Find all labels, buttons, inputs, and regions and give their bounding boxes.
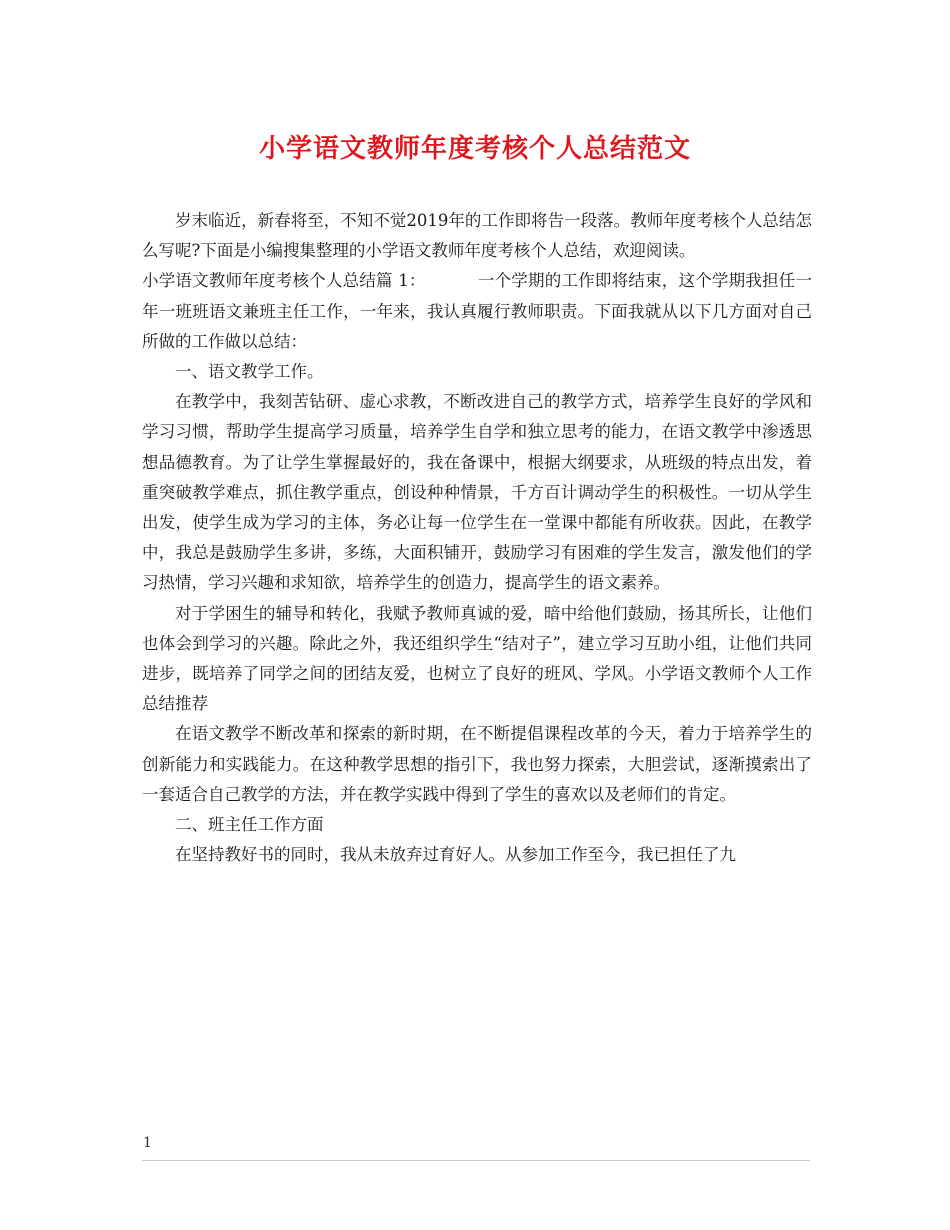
document-title: 小学语文教师年度考核个人总结范文: [258, 134, 691, 164]
intro-paragraph: 岁末临近，新春将至，不知不觉2019年的工作即将告一段落。教师年度考核个人总结怎么写呢?下面是小编搜集整理的小学语文教师年度考核个人总结，欢迎阅读。: [142, 211, 812, 261]
document-body: [142, 206, 812, 870]
body-paragraph-2: 对于学困生的辅导和转化，我赋予教师真诚的爱，暗中给他们鼓励，扬其所长，让他们也体会到学习的兴趣。除此之外，我还组织学生“结对子”，建立学习互助小组，让他们共同进步，既培养了同学之间的团结友爱，也树立了良好的班风、学风。小学语文教师个人工作总结推荐: [142, 603, 812, 714]
footer-divider: [142, 1160, 810, 1161]
section1-text: 一个学期的工作即将结束，这个学期我担任一年一班班语文兼班主任工作，一年来，我认真履行教师职责。下面我就从以下几方面对自己所做的工作做以总结：: [142, 271, 812, 351]
page-number: 1: [143, 1135, 152, 1151]
body-paragraph-4: 在坚持教好书的同时，我从未放弃过育好人。从参加工作至今，我已担任了九: [175, 845, 736, 865]
heading-head-teacher: 二、班主任工作方面: [175, 815, 324, 835]
body-paragraph-1: 在教学中，我刻苦钻研、虚心求教，不断改进自己的教学方式，培养学生良好的学风和学习习惯，帮助学生提高学习质量，培养学生自学和独立思考的能力，在语文教学中渗透思想品德教育。为了让学生掌握最好的，我在备课中，根据大纲要求，从班级的特点出发，着重突破教学难点，抓住教学重点，创设种种情景，千方百计调动学生的积极性。一切从学生出发，使学生成为学习的主体，务必让每一位学生在一堂课中都能有所收获。因此，在教学中，我总是鼓励学生多讲，多练，大面积铺开，鼓励学习有困难的学生发言，激发他们的学习热情，学习兴趣和求知欲，培养学生的创造力，提高学生的语文素养。: [142, 392, 812, 593]
body-paragraph-3: 在语文教学不断改革和探索的新时期，在不断提倡课程改革的今天，着力于培养学生的创新能力和实践能力。在这种教学思想的指引下，我也努力探索，大胆尝试，逐渐摸索出了一套适合自己教学的方法，并在教学实践中得到了学生的喜欢以及老师们的肯定。: [142, 724, 812, 804]
heading-chinese-teaching: 一、语文教学工作。: [175, 362, 324, 382]
section1-paragraph: [142, 266, 812, 357]
section1-label: 小学语文教师年度考核个人总结篇 1：: [142, 271, 426, 291]
